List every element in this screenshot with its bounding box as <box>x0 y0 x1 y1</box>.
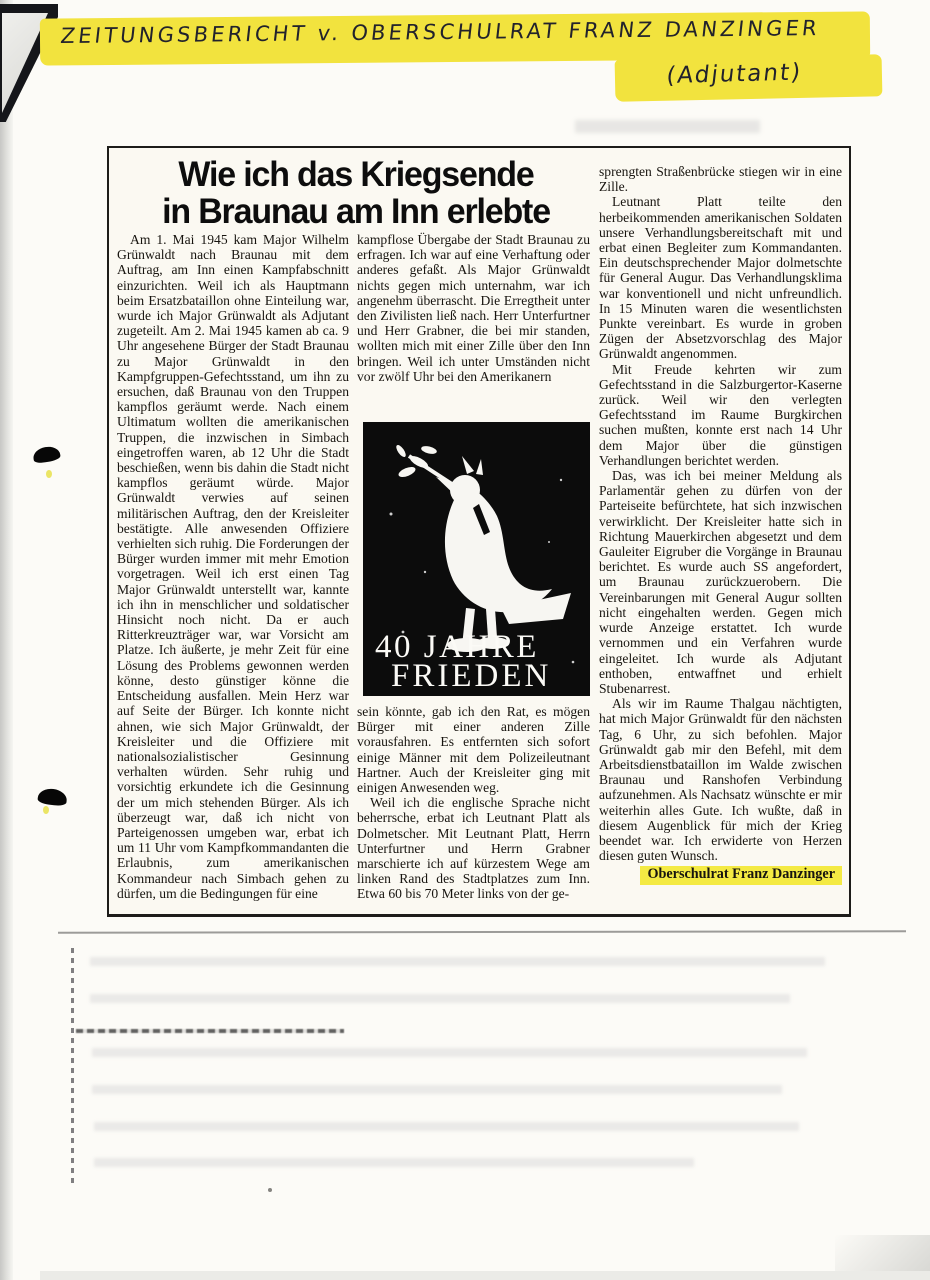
article-column-3 <box>599 164 842 912</box>
paragraph: kampflose Übergabe der Stadt Braunau zu erfragen. Ich war auf eine Verhaftung oder anderes gefaßt. Als Major Grünwaldt nichts gegen mich unternahm, war ich angenehm überrascht. Die Erregtheit unter den Zivilisten ließ nach. Herr Unterfurtner und Herr Grabner, die bei mir standen, wollten mich mit einer Zille über den Inn bringen. Weil ich unter Umständen nicht vor zwölf Uhr bei den Amerikanern <box>357 232 590 384</box>
paragraph: Am 1. Mai 1945 kam Major Wilhelm Grünwaldt nach Braunau mit dem Auftrag, am Inn einen Kampfabschnitt einzurichten. Weil ich als Hauptmann beim Ersatzbataillon ohne Einteilung war, wurde ich Major Grünwaldt als Adjutant zugeteilt. Am 2. Mai 1945 kamen ab ca. 9 Uhr angesehene Bürger der Stadt Braunau zu Major Grünwaldt in den Kampfgruppen-Gefechtsstand, um ihn zu ersuchen, daß Braunau von den Truppen kampflos geräumt werde. Nach einem Ultimatum wollten die amerikanischen Truppen, die inzwischen in Simbach eingetroffen waren, ab 12 Uhr die Stadt beschießen, wenn bis dahin die Stadt nicht kampflos geräumt würde. Major Grünwaldt verwies auf seinen militärischen Auftrag, den der Kreisleiter bestätigte. Alle anwesenden Offiziere verhielten sich ruhig. Die Forderungen der Bürger wurden immer mit mehr Emotion vorgetragen. Weil ich erst einen Tag Major Grünwaldt unterstellt war, kannte ich ihn in menschlicher und soldatischer Hinsicht noch nicht. Da er auch Ritterkreuzträger war, war Vorsicht am Platze. Ich äußerte, je mehr Zeit für eine Lösung des Problems gewonnen werden könne, desto günstiger könne die Entscheidung ausfallen. Mein Herz war auf Seite der Bürger. Ich konnte nicht ahnen, wie sich Major Grünwaldt, der Kreisleiter und die Offiziere mit nationalsozialistischer Gesinnung verhalten würden. Sehr ruhig und vorsichtig erkundete ich die Gesinnung der um mich stehenden Bürger. Als ich überzeugt war, daß ich nicht von Parteigenossen umgeben war, erbat ich um 11 Uhr vom Kampfkommandanten die Erlaubnis, zum amerikanischen Kommandeur nach Simbach gehen zu dürfen, um die Bedingungen für eine <box>117 232 349 901</box>
article-column-2-top <box>357 232 590 424</box>
faded-horizontal-line <box>76 1029 344 1033</box>
punch-hole <box>32 445 61 464</box>
article-column-2-bottom <box>357 704 590 912</box>
photocopy-smudge <box>575 120 760 133</box>
paragraph: Mit Freude kehrten wir zum Gefechtsstand in die Salzburgertor-Kaserne zurück. Weil wir den verlegten Gefechtsstand im Raume Burgkirchen suchen mußten, konnte erst nach 14 Uhr dem Major über die günstigen Verhandlungen berichtet werden. <box>599 361 842 468</box>
scan-bottom-edge <box>40 1271 930 1280</box>
illegible-typewritten-line <box>94 1158 694 1167</box>
image-caption-line-2: FRIEDEN <box>391 658 552 694</box>
clipping-edge-line <box>58 930 906 933</box>
paragraph: Leutnant Platt teilte den herbeikommenden amerikanischen Soldaten unsere Verhandlungsbereitschaft mit und erbat einen Begleiter zum Kommandanten. Ein deutschsprechender Major dolmetschte für General Augur. Das Verhandlungsklima war konventionell und nicht unfreundlich. In 15 Minuten waren die wesentlichsten Punkte vereinbart. Es wurde in groben Zügen der Absetzvorschlag des Major Grünwaldt angenommen. <box>599 194 842 362</box>
headline-line-1: Wie ich das Kriegsende <box>178 155 534 194</box>
paragraph: Weil ich die englische Sprache nicht beherrsche, erbat ich Leutnant Platt als Dolmetscher. Mit Leutnant Platt, Herrn Unterfurtner und Herrn Grabner marschierte ich auf kürzestem Wege am linken Rand des Stadtplatzes zum Inn. Etwa 60 bis 70 Meter links von der ge- <box>357 795 590 902</box>
signature-highlight: Oberschulrat Franz Danzinger <box>640 866 842 884</box>
paragraph: sein könnte, gab ich den Rat, es mögen Bürger mit einer anderen Zille vorausfahren. Es entfernten sich sofort einige Männer mit dem Polizeileutnant Hartner. Auch der Kreisleiter ging mit einigen Anwesenden weg. <box>357 704 590 796</box>
handwritten-title: ZEITUNGSBERICHT v. OBERSCHULRAT FRANZ DANZINGER <box>59 16 822 49</box>
article-headline <box>120 156 591 230</box>
paragraph: Das, was ich bei meiner Meldung als Parlamentär gehen zu dürfen von der Parteiseite befürchtete, hat sich inzwischen verwirklicht. Der Kreisleiter hatte sich in Richtung Mauerkirchen abgesetzt und dem Gauleiter Eigruber die Vorgänge in Braunau berichtet. Es wurde auch SS angefordert, um Braunau zurückzuerobern. Die Vereinbarungen mit General Augur sollten nicht eingehalten werden. Gegen mich wurde Anzeige erstattet. Ich wurde vernommen und ein Verfahren wurde eingeleitet. Ich wurde als Adjutant enthoben, entwaffnet und erhielt Stubenarrest. <box>599 468 842 696</box>
faded-margin-line <box>71 948 74 1188</box>
headline-line-2: in Braunau am Inn erlebte <box>162 192 550 231</box>
paragraph: Als wir im Raume Thalgau nächtigten, hat mich Major Grünwaldt für den nächsten Tag, 6 Uhr, zu sich befohlen. Major Grünwaldt gab mir den Befehl, mit dem Arbeitsdienstbataillon im Walde zwischen Braunau und Ranshofen Verbindung aufzunehmen. Als Nachsatz wünschte er mir weiterhin alles Gute. Ich wußte, daß in diesem Augenblick für mich der Krieg beendet war. Ich erwiderte von Herzen diesen guten Wunsch. <box>599 696 842 864</box>
highlighter-speck <box>46 470 52 478</box>
illegible-typewritten-line <box>92 1085 782 1094</box>
scan-left-edge <box>0 0 13 1280</box>
peace-anniversary-image <box>363 422 590 696</box>
illegible-typewritten-line <box>90 994 790 1003</box>
photocopy-speck <box>268 1188 272 1192</box>
signature-row <box>599 866 842 884</box>
handwritten-title-annotation: (Adjutant) <box>665 59 804 90</box>
newspaper-clipping <box>107 146 851 917</box>
article-column-1 <box>117 232 349 908</box>
illegible-typewritten-line <box>92 1048 807 1057</box>
highlighter-speck <box>43 806 49 814</box>
illegible-typewritten-line <box>94 1122 799 1131</box>
illegible-typewritten-line <box>90 957 825 966</box>
paragraph: sprengten Straßenbrücke stiegen wir in eine Zille. <box>599 164 842 195</box>
punch-hole <box>37 787 68 806</box>
image-caption-line-1: 40 JAHRE <box>375 629 539 665</box>
